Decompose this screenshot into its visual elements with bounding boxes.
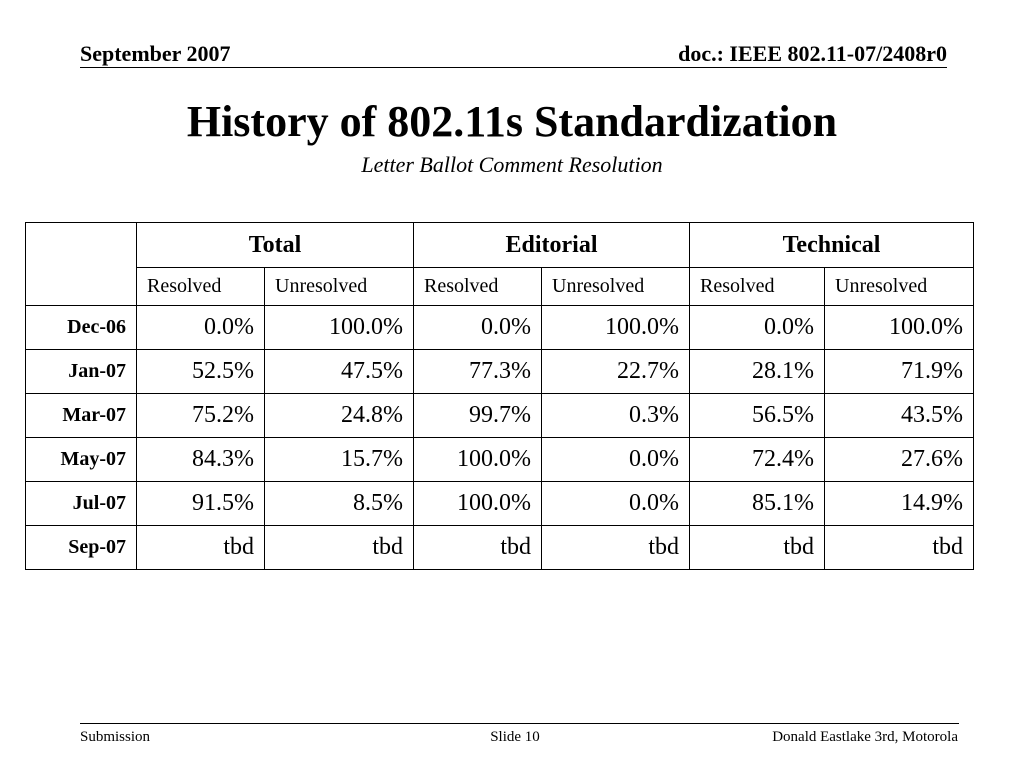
table-cell: tbd: [690, 526, 825, 570]
subheader-cell: Unresolved: [542, 268, 690, 306]
table-cell: 28.1%: [690, 350, 825, 394]
header-rule: [80, 67, 947, 68]
table-cell: 91.5%: [137, 482, 265, 526]
table-cell: 0.0%: [414, 306, 542, 350]
table-cell: 0.0%: [542, 438, 690, 482]
row-label: Dec-06: [26, 306, 137, 350]
table-cell: tbd: [137, 526, 265, 570]
table-cell: 72.4%: [690, 438, 825, 482]
group-header-technical: Technical: [690, 223, 974, 268]
corner-cell: [26, 223, 137, 306]
table-cell: 100.0%: [825, 306, 974, 350]
table-cell: 22.7%: [542, 350, 690, 394]
table-cell: tbd: [414, 526, 542, 570]
table-cell: 8.5%: [265, 482, 414, 526]
table-cell: 100.0%: [542, 306, 690, 350]
table-cell: 15.7%: [265, 438, 414, 482]
table-cell: tbd: [265, 526, 414, 570]
table-row: [26, 306, 974, 350]
table-cell: 56.5%: [690, 394, 825, 438]
table-cell: tbd: [825, 526, 974, 570]
subheader-row: [26, 268, 974, 306]
table-cell: 71.9%: [825, 350, 974, 394]
table-cell: 52.5%: [137, 350, 265, 394]
table-cell: 75.2%: [137, 394, 265, 438]
table-cell: 100.0%: [414, 482, 542, 526]
table-row: [26, 394, 974, 438]
resolution-table: [25, 222, 974, 570]
header-date: September 2007: [80, 41, 231, 66]
slide-title: History of 802.11s Standardization: [186, 97, 838, 146]
group-header-editorial: Editorial: [414, 223, 690, 268]
table-row: [26, 482, 974, 526]
subheader-cell: Resolved: [137, 268, 265, 306]
row-label: Jul-07: [26, 482, 137, 526]
subheader-cell: Resolved: [690, 268, 825, 306]
table-cell: 24.8%: [265, 394, 414, 438]
footer-rule: [80, 723, 959, 724]
table-cell: tbd: [542, 526, 690, 570]
table-row: [26, 350, 974, 394]
group-header-total: Total: [137, 223, 414, 268]
table-cell: 43.5%: [825, 394, 974, 438]
table-row: [26, 526, 974, 570]
subheader-cell: Unresolved: [265, 268, 414, 306]
table-cell: 47.5%: [265, 350, 414, 394]
table-cell: 100.0%: [265, 306, 414, 350]
group-header-row: [26, 223, 974, 268]
slide-subtitle: Letter Ballot Comment Resolution: [361, 152, 663, 177]
table-cell: 84.3%: [137, 438, 265, 482]
table-cell: 99.7%: [414, 394, 542, 438]
table-cell: 27.6%: [825, 438, 974, 482]
table-cell: 14.9%: [825, 482, 974, 526]
table-cell: 0.0%: [542, 482, 690, 526]
table-cell: 0.0%: [137, 306, 265, 350]
row-label: Mar-07: [26, 394, 137, 438]
subheader-cell: Unresolved: [825, 268, 974, 306]
row-label: Jan-07: [26, 350, 137, 394]
table-cell: 85.1%: [690, 482, 825, 526]
row-label: May-07: [26, 438, 137, 482]
header-doc-id: doc.: IEEE 802.11-07/2408r0: [678, 41, 947, 66]
row-label: Sep-07: [26, 526, 137, 570]
table-cell: 77.3%: [414, 350, 542, 394]
table-row: [26, 438, 974, 482]
subheader-cell: Resolved: [414, 268, 542, 306]
table-cell: 0.3%: [542, 394, 690, 438]
footer-submission: Submission: [80, 729, 151, 745]
footer-author: Donald Eastlake 3rd, Motorola: [772, 729, 958, 745]
table-cell: 0.0%: [690, 306, 825, 350]
footer-slide-number: Slide 10: [490, 729, 540, 745]
table-cell: 100.0%: [414, 438, 542, 482]
